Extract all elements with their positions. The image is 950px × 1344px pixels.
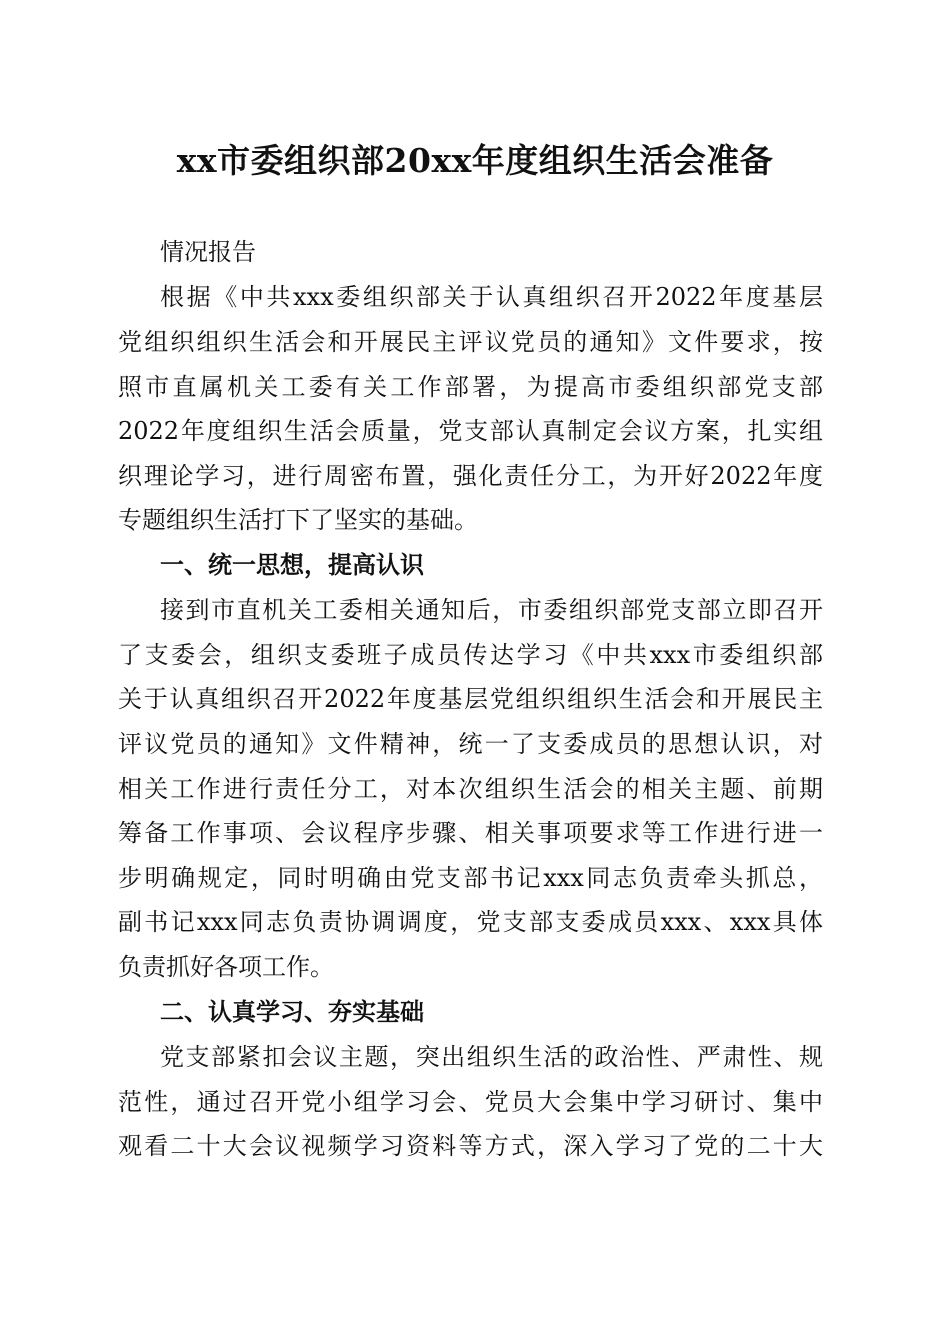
intro-paragraph-line: 党组织组织生活会和开展民主评议党员的通知》文件要求，按 (118, 328, 823, 356)
section1-paragraph-line: 关于认真组织召开2022年度基层党组织组织生活会和开展民主 (118, 685, 823, 713)
section1-paragraph-line: 负责抓好各项工作。 (118, 953, 334, 981)
section2-paragraph-line: 党支部紧扣会议主题，突出组织生活的政治性、严肃性、规 (160, 1043, 823, 1071)
document-title: xx市委组织部20xx年度组织生活会准备 (176, 141, 774, 180)
section1-paragraph-line: 筹备工作事项、会议程序步骤、相关事项要求等工作进行进一 (118, 819, 823, 847)
section-heading-1: 一、统一思想，提高认识 (160, 551, 424, 579)
intro-paragraph-line: 专题组织生活打下了坚实的基础。 (118, 506, 478, 534)
section1-paragraph-line: 副书记xxx同志负责协调调度，党支部支委成员xxx、xxx具体 (118, 908, 823, 936)
section2-paragraph-line: 观看二十大会议视频学习资料等方式，深入学习了党的二十大 (118, 1132, 823, 1160)
intro-paragraph-line: 照市直属机关工委有关工作部署，为提高市委组织部党支部 (118, 373, 823, 401)
section1-paragraph-line: 步明确规定，同时明确由党支部书记xxx同志负责牵头抓总， (118, 864, 823, 892)
section1-paragraph-line: 接到市直机关工委相关通知后，市委组织部党支部立即召开 (160, 596, 823, 624)
document-subtitle: 情况报告 (160, 238, 256, 266)
section-heading-2: 二、认真学习、夯实基础 (160, 998, 424, 1026)
section2-paragraph-line: 范性，通过召开党小组学习会、党员大会集中学习研讨、集中 (118, 1088, 823, 1116)
intro-paragraph-line: 2022年度组织生活会质量，党支部认真制定会议方案，扎实组 (118, 417, 823, 445)
intro-paragraph-line: 根据《中共xxx委组织部关于认真组织召开2022年度基层 (160, 283, 823, 311)
section1-paragraph-line: 相关工作进行责任分工，对本次组织生活会的相关主题、前期 (118, 775, 823, 803)
section1-paragraph-line: 评议党员的通知》文件精神，统一了支委成员的思想认识，对 (118, 730, 823, 758)
intro-paragraph-line: 织理论学习，进行周密布置，强化责任分工，为开好2022年度 (118, 462, 823, 490)
section1-paragraph-line: 了支委会，组织支委班子成员传达学习《中共xxx市委组织部 (118, 641, 823, 669)
